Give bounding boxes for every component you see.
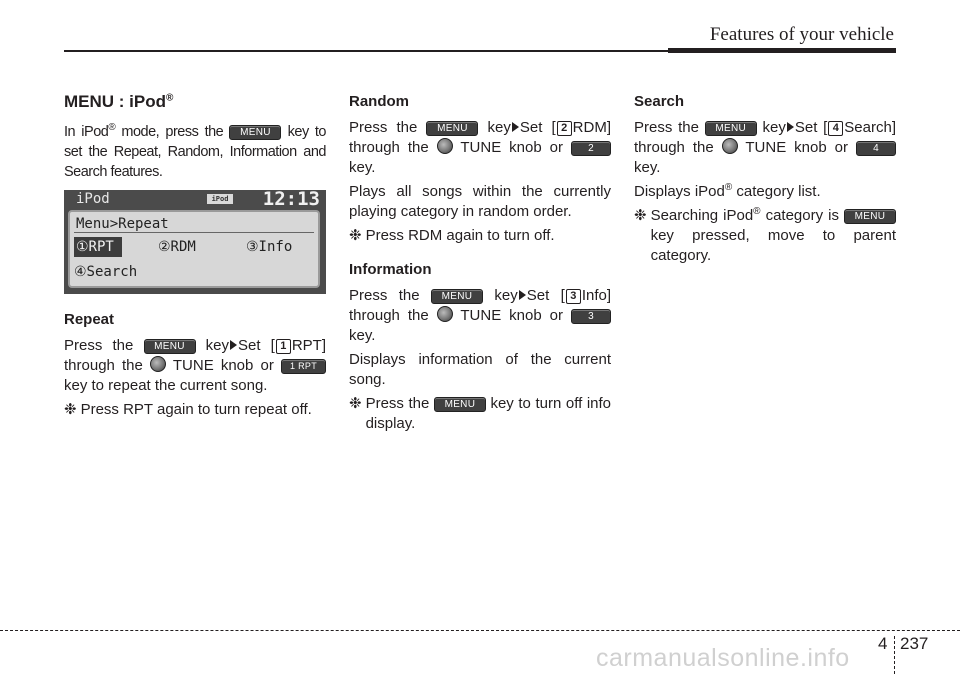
random-note: ❉ Press RDM again to turn off. xyxy=(349,227,555,244)
search-note: ❉ Searching iPod® category is MENU key pressed, move to parent category. xyxy=(634,206,896,264)
column-middle xyxy=(349,92,611,448)
section-repeat xyxy=(64,310,326,420)
screen-app-name: iPod xyxy=(76,191,110,207)
circled-number-icon: 1 xyxy=(276,339,291,354)
screen-menu-divider xyxy=(74,232,314,233)
screen-menu-title: Menu>Repeat xyxy=(76,216,169,232)
note-mark-icon: ❉ xyxy=(349,227,362,244)
menu-key-icon: MENU xyxy=(426,121,478,136)
circled-number-icon: 2 xyxy=(557,121,572,136)
random-description: Plays all songs within the currently playing category in random order. xyxy=(349,183,611,220)
screen-status-bar xyxy=(64,190,326,208)
tune-knob-icon xyxy=(150,356,166,372)
note-mark-icon: ❉ xyxy=(349,395,362,412)
search-description: Displays iPod® category list. xyxy=(634,182,821,200)
page-number-separator xyxy=(894,636,895,674)
information-description: Displays information of the current song. xyxy=(349,351,611,388)
screen-menu-panel xyxy=(68,210,320,288)
header-title: Features of your vehicle xyxy=(709,24,894,45)
header-rule xyxy=(64,50,668,52)
repeat-note: ❉ Press RPT again to turn repeat off. xyxy=(64,401,312,418)
information-note: ❉ Press the MENU key to turn off info display. xyxy=(349,395,611,432)
arrow-right-icon xyxy=(230,340,237,350)
note-mark-icon: ❉ xyxy=(64,401,77,418)
section-title: MENU : iPod® xyxy=(64,92,174,111)
circled-number-icon: 4 xyxy=(828,121,843,136)
ipod-badge-icon: iPod xyxy=(207,194,233,204)
tune-knob-icon xyxy=(437,138,453,154)
rpt-key-icon: 1 RPT xyxy=(281,359,326,374)
tune-knob-icon xyxy=(722,138,738,154)
intro-paragraph: In iPod® mode, press the MENU key to set the Repeat, Random, Information and Search features. xyxy=(64,122,326,180)
key-3-icon: 3 xyxy=(571,309,611,324)
display-screen xyxy=(64,190,326,294)
information-instructions: Press the MENU key Set [ 3 Info] through the TUNE knob or 3 key. xyxy=(349,287,611,344)
column-left xyxy=(64,92,326,434)
arrow-right-icon xyxy=(787,122,794,132)
watermark: carmanualsonline.info xyxy=(596,644,850,672)
section-information xyxy=(349,260,611,434)
menu-key-icon: MENU xyxy=(844,209,896,224)
menu-key-icon: MENU xyxy=(434,397,486,412)
random-instructions: Press the MENU key Set [ 2 RDM] through the TUNE knob or 2 key. xyxy=(349,119,611,176)
arrow-right-icon xyxy=(512,122,519,132)
section-random xyxy=(349,92,611,246)
circled-number-icon: 3 xyxy=(566,289,581,304)
menu-key-icon: MENU xyxy=(705,121,757,136)
repeat-instructions: Press the MENU key Set [ 1 RPT] through the TUNE knob or 1 RPT key to repeat the current song. xyxy=(64,337,327,394)
section-search xyxy=(634,92,896,266)
key-4-icon: 4 xyxy=(856,141,896,156)
key-2-icon: 2 xyxy=(571,141,611,156)
header-rule-thick xyxy=(668,48,896,53)
search-heading: Search xyxy=(634,93,685,110)
search-instructions: Press the MENU key Set [ 4 Search] through the TUNE knob or 4 key. xyxy=(634,119,896,176)
menu-key-icon: MENU xyxy=(229,125,281,140)
footer-rule xyxy=(0,630,960,631)
screen-option-rpt: ①RPT xyxy=(74,237,122,257)
note-mark-icon: ❉ xyxy=(634,207,647,224)
menu-key-icon: MENU xyxy=(431,289,483,304)
information-heading: Information xyxy=(349,261,432,278)
repeat-heading: Repeat xyxy=(64,311,115,328)
screen-option-info: ③Info xyxy=(246,239,293,255)
screen-option-rdm: ②RDM xyxy=(158,239,196,255)
tune-knob-icon xyxy=(437,306,453,322)
column-right xyxy=(634,92,896,280)
arrow-right-icon xyxy=(519,290,526,300)
menu-key-icon: MENU xyxy=(144,339,196,354)
page-number: 237 xyxy=(900,634,929,653)
random-heading: Random xyxy=(349,93,409,110)
screen-clock: 12:13 xyxy=(262,188,320,210)
chapter-number: 4 xyxy=(878,634,888,653)
screen-option-search: ④Search xyxy=(74,264,138,280)
